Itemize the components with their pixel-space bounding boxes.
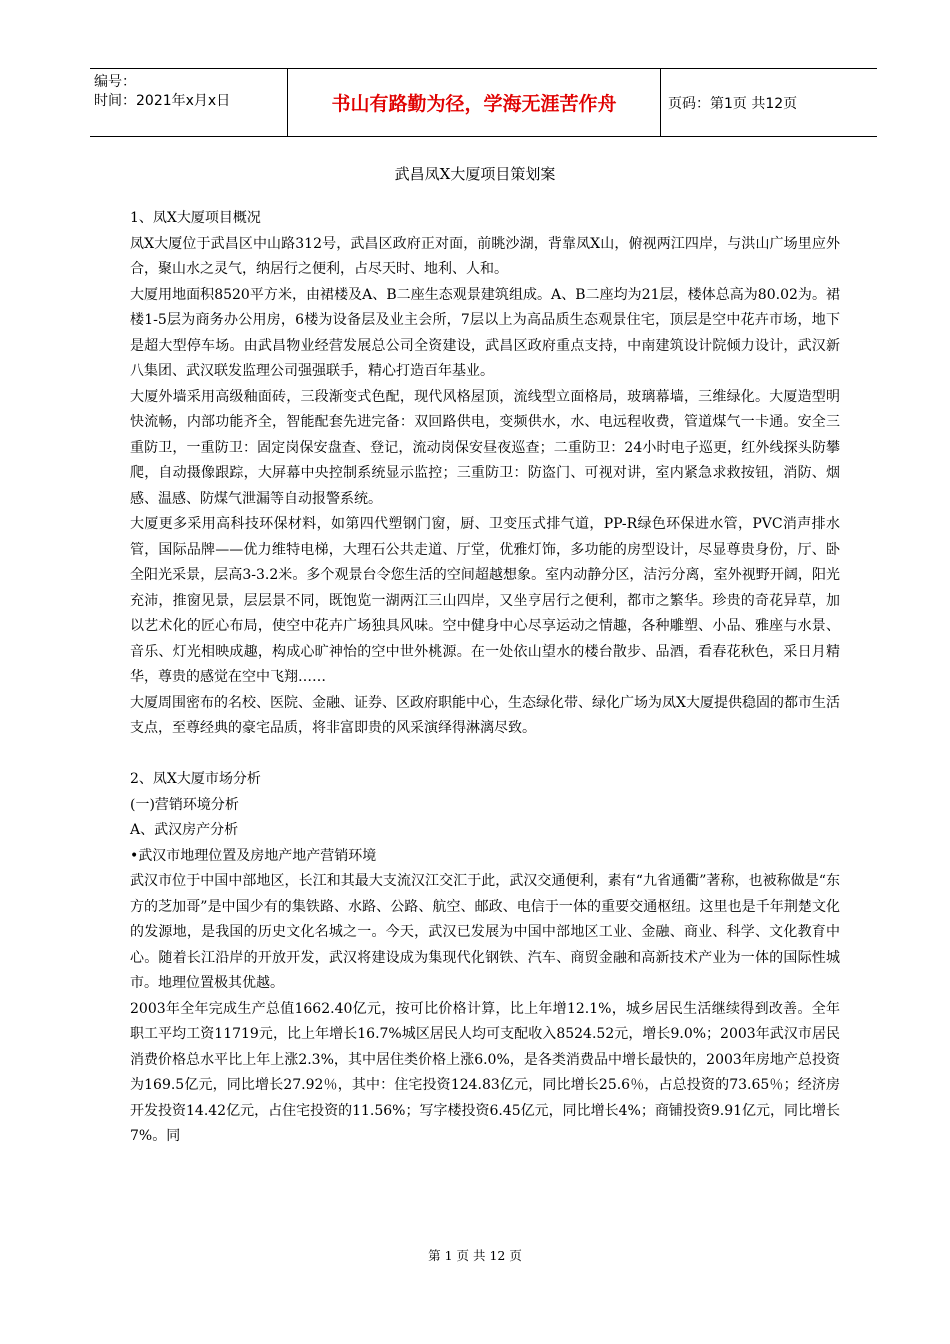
paragraph: 大厦外墙采用高级釉面砖，三段渐变式色配，现代风格屋顶，流线型立面格局，玻璃幕墙，三维绿化。大厦造型明快流畅，内部功能齐全，智能配套先进完备：双回路供电，变频供水，水、电远程收费，管道煤气一卡通。安全三重防卫，一重防卫：固定岗保安盘查、登记，流动岗保安昼夜巡查；二重防卫：24小时电子巡更，红外线探头防攀爬，自动摄像跟踪，大屏幕中央控制系统显示监控；三重防卫：防盗门、可视对讲，室内紧急求救按钮，消防、烟感、温感、防煤气泄漏等自动报警系统。 bbox=[130, 388, 840, 507]
number-label: 编号： bbox=[94, 74, 136, 90]
header-left bbox=[94, 73, 284, 111]
page-header bbox=[90, 68, 877, 137]
blank-line bbox=[130, 742, 840, 768]
section-heading: 2、凤X大厦市场分析 bbox=[130, 771, 261, 787]
paragraph: 凤X大厦位于武昌区中山路312号，武昌区政府正对面，前眺沙湖，背靠凤X山，俯视两江四岸，与洪山广场里应外合，聚山水之灵气，纳居行之便利，占尽天时、地利、人和。 bbox=[130, 235, 840, 277]
paragraph: 武汉市位于中国中部地区，长江和其最大支流汉江交汇于此，武汉交通便利，素有“九省通衢”著称，也被称做是“东方的芝加哥”是中国少有的集铁路、水路、公路、航空、邮政、电信于一体的重要交通枢纽。这里也是千年荆楚文化的发源地，是我国的历史文化名城之一。今天，武汉已发展为中国中部地区工业、金融、商业、科学、文化教育中心。随着长江沿岸的开放开发，武汉将建设成为集现代化钢铁、汽车、商贸金融和高新技术产业为一体的国际性城市。地理位置极其优越。 bbox=[130, 873, 840, 991]
paragraph: 大厦用地面积8520平方米，由裙楼及A、B二座生态观景建筑组成。A、B二座均为21层，楼体总高为80.02为。裙楼1-5层为商务办公用房，6楼为设备层及业主会所，7层以上为高品质生态观景住宅，顶层是空中花卉市场，地下是超大型停车场。由武昌物业经营发展总公司全资建设，武昌区政府重点支持，中南建筑设计院倾力设计，武汉新八集团、武汉联发监理公司强强联手，精心打造百年基业。 bbox=[130, 286, 840, 379]
subsection-heading: A、武汉房产分析 bbox=[130, 822, 239, 838]
paragraph: 大厦更多采用高科技环保材料，如第四代塑钢门窗，厨、卫变压式排气道，PP-R绿色环保进水管，PVC消声排水管，国际品牌——优力维特电梯，大理石公共走道、厅堂，优雅灯饰，多功能的房型设计，尽显尊贵身份，厅、卧全阳光采景，层高3-3.2米。多个观景台令您生活的空间超越想象。室内动静分区，洁污分离，室外视野开阔，阳光充沛，推窗见景，层层景不同，既饱览一湖两江三山四岸，又坐亨居行之便利，都市之繁华。珍贵的奇花异草，加以艺术化的匠心布局，使空中花卉广场独具风味。空中健身中心尽享运动之情趣，各种雕塑、小品、雅座与水景、音乐、灯光相映成趣，构成心旷神怡的空中世外桃源。在一处依山望水的楼台散步、品酒，看春花秋色，采日月精华，尊贵的感觉在空中飞翔…… bbox=[130, 516, 840, 685]
bullet-heading: •武汉市地理位置及房地产地产营销环境 bbox=[130, 847, 377, 864]
paragraph: 大厦周围密布的名校、医院、金融、证券、区政府职能中心，生态绿化带、绿化广场为凤X大厦提供稳固的都市生活支点，至尊经典的豪宅品质，将非富即贵的风采演绎得淋漓尽致。 bbox=[130, 694, 840, 736]
header-motto: 书山有路勤为径，学海无涯苦作舟 bbox=[287, 69, 661, 136]
time-label: 时间：2021年x月x日 bbox=[94, 93, 231, 109]
page-footer: 第 1 页 共 12 页 bbox=[428, 1248, 522, 1263]
document-title: 武昌凤X大厦项目策划案 bbox=[394, 165, 556, 183]
paragraph: 2003年全年完成生产总值1662.40亿元，按可比价格计算，比上年增12.1%，城乡居民生活继续得到改善。全年职工平均工资11719元，比上年增长16.7%城区居民人均可支配收入8524.52元，增长9.0%；2003年武汉市居民消费价格总水平比上年上涨2.3%，其中居住类价格上涨6.0%，是各类消费品中增长最快的，2003年房地产总投资为169.5亿元，同比增长27.92％，其中：住宅投资124.83亿元，同比增长25.6％，占总投资的73.65％；经济房开发投资14.42亿元，占住宅投资的11.56%；写字楼投资6.45亿元，同比增长4%；商铺投资9.91亿元，同比增长7%。同 bbox=[130, 1000, 841, 1144]
subsection-heading: (一)营销环境分析 bbox=[130, 796, 239, 813]
section-heading: 1、凤X大厦项目概况 bbox=[130, 210, 261, 226]
document-body bbox=[130, 206, 840, 1150]
header-page-code: 页码：第1页 共12页 bbox=[668, 96, 798, 112]
